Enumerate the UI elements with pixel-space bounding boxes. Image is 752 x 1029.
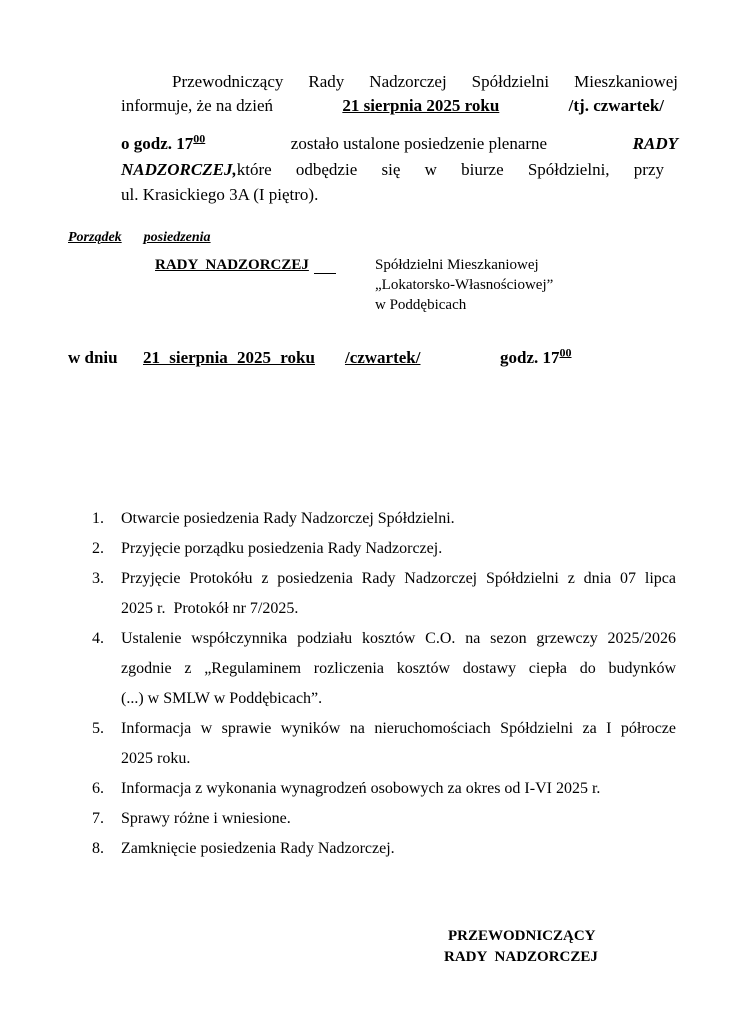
intro-line-4 (121, 158, 664, 182)
meeting-time-minutes: 00 (193, 131, 206, 146)
agenda-item-text: 2025 r. Protokół nr 7/2025. (121, 600, 299, 617)
agenda-item-text: Ustalenie współczynnika podziału kosztów C.O. na sezon grzewczy 2025/2026 (121, 630, 676, 647)
agenda-item-text: Przyjęcie porządku posiedzenia Rady Nadzorczej. (121, 540, 443, 557)
cooperative-name-line-2: „Lokatorsko-Własnościowej” (375, 277, 554, 293)
cooperative-name-line-1: Spółdzielni Mieszkaniowej (375, 257, 539, 273)
date-line-label: w dniu (68, 348, 118, 367)
agenda-item-number: 4. (92, 630, 104, 647)
agenda-item-text: (...) w SMLW w Poddębicach”. (121, 690, 323, 707)
agenda-item-number: 2. (92, 540, 104, 557)
agenda-item-text: Informacja w sprawie wyników na nieruchomościach Spółdzielni za I półrocze (121, 720, 676, 737)
agenda-item-number: 1. (92, 510, 104, 527)
intro-line-2 (121, 94, 664, 118)
intro-line-1: Przewodniczący Rady Nadzorczej Spółdzielni Mieszkaniowej (172, 72, 678, 91)
intro-rady: RADY (632, 134, 678, 153)
intro-line-2-prefix: informuje, że na dzień (121, 96, 273, 115)
agenda-item-number: 5. (92, 720, 104, 737)
agenda-item-text: 2025 roku. (121, 750, 191, 767)
agenda-title (68, 229, 211, 247)
meeting-time: o godz. $17^{00}$ (121, 131, 206, 153)
signature-body: RADY NADZORCZEJ (444, 949, 598, 965)
agenda-item-number: 6. (92, 780, 104, 797)
agenda-title-porzadek: Porządek (68, 230, 122, 245)
meeting-day: /tj. czwartek/ (568, 96, 664, 115)
agenda-title-posiedzenia: posiedzenia (143, 230, 211, 245)
date-line (68, 346, 118, 370)
agenda-item-text: zgodnie z „Regulaminem rozliczenia kosztów dostawy ciepła do budynków (121, 660, 676, 677)
date-line-date: 21 sierpnia 2025 roku /czwartek/ (143, 348, 421, 367)
agenda-item-text: Sprawy różne i wniesione. (121, 810, 291, 827)
intro-line-5: ul. Krasickiego 3A (I piętro). (121, 185, 319, 204)
meeting-date: 21 sierpnia 2025 roku (342, 96, 500, 115)
cooperative-name-line-3: w Poddębicach (375, 297, 467, 313)
signature-title: PRZEWODNICZĄCY (448, 928, 596, 944)
date-line-time: godz. $17^{00}$ (500, 345, 572, 367)
intro-line-4-rest: które odbędzie się w biurze Spółdzielni, przy (236, 160, 664, 179)
agenda-rady-nadzorczej: RADY NADZORCZEJ (155, 257, 309, 273)
agenda-item-text: Informacja z wykonania wynagrodzeń osobowych za okres od I-VI 2025 r. (121, 780, 601, 797)
agenda-item-text: Przyjęcie Protokółu z posiedzenia Rady Nadzorczej Spółdzielni z dnia 07 lipca (121, 570, 676, 587)
agenda-item-number: 3. (92, 570, 104, 587)
intro-line-3-mid: zostało ustalone posiedzenie plenarne (290, 134, 548, 153)
date-line-time-minutes: 00 (559, 345, 572, 360)
intro-line-3 (121, 132, 678, 156)
agenda-item-text: Otwarcie posiedzenia Rady Nadzorczej Spółdzielni. (121, 510, 455, 527)
date-line-day: /czwartek/ (344, 348, 421, 367)
agenda-item-number: 7. (92, 810, 104, 827)
agenda-item-number: 8. (92, 840, 104, 857)
intro-nadzorczej: NADZORCZEJ, (121, 160, 237, 179)
agenda-item-text: Zamknięcie posiedzenia Rady Nadzorczej. (121, 840, 395, 857)
